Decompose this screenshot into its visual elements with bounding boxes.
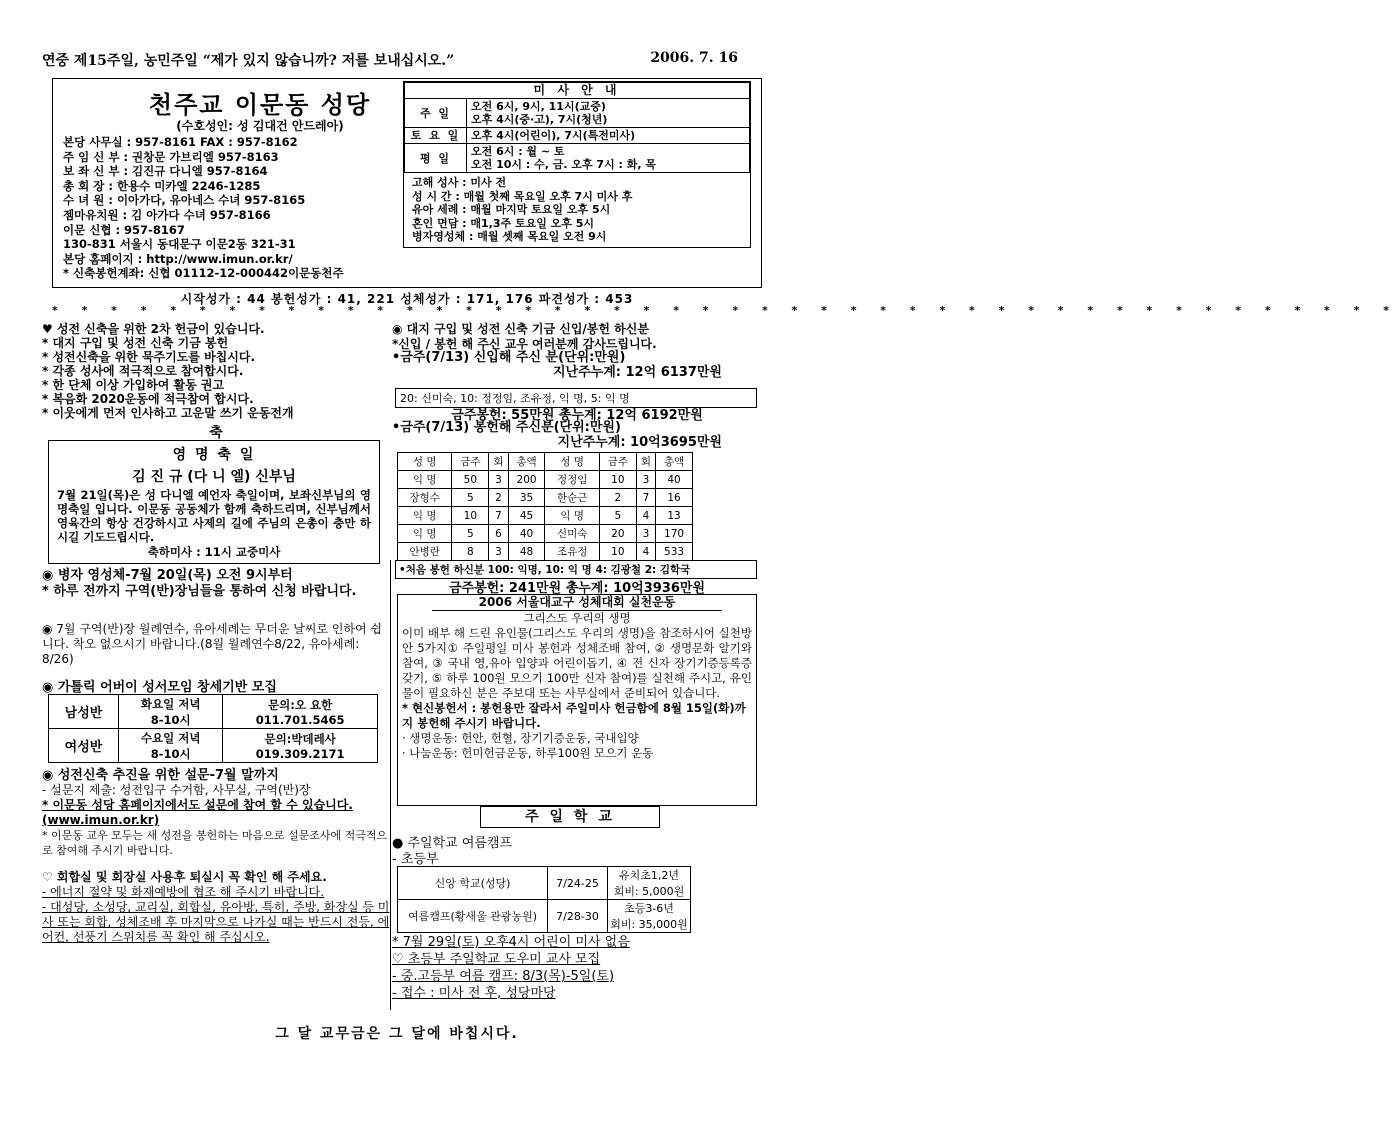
sacrament-schedule — [404, 173, 750, 247]
homepage-link[interactable]: 본당 홈페이지 : http://www.imun.or.kr/ — [63, 251, 293, 266]
hall-title: ♡ 회합실 및 회장실 사용후 퇴실시 꼭 확인 해 주세요. — [42, 870, 327, 884]
patron-saint: (수호성인: 성 김대건 안드레아) — [176, 119, 344, 133]
staff-line: 젬마유치원 : 김 아가다 수녀 957-8166 — [63, 207, 271, 222]
cell: 13 — [656, 507, 693, 525]
table-row — [398, 471, 693, 489]
col-head: 성 명 — [398, 453, 452, 471]
notice-line: * 이웃에게 먼저 인사하고 고운말 쓰기 운동전개 — [42, 406, 294, 420]
cell: 35 — [508, 489, 545, 507]
cell: 익 명 — [398, 507, 452, 525]
middle-camp: - 중.고등부 여름 캠프: 8/3(목)-5일(토) — [392, 969, 615, 984]
star-divider: * * * * * * * * * * * * * * * * * * * * * * * * * * * * * * * * * * * * * * * * * * * * * * — [52, 304, 1399, 317]
table-row — [398, 900, 691, 933]
priest-name: 김 진 규 (다 니 엘) 신부님 — [132, 469, 296, 485]
share-movement: · 나눔운동: 헌미헌금운동, 하루100원 모으기 운동 — [402, 746, 654, 760]
cell: 조유정 — [545, 543, 599, 561]
cell: 170 — [656, 525, 693, 543]
cell: 3 — [489, 471, 508, 489]
cell: 신미숙 — [545, 525, 599, 543]
mass-label: 평 일 — [405, 144, 467, 173]
cell: 3 — [636, 525, 655, 543]
cell: 익 명 — [545, 507, 599, 525]
col-head: 회 — [636, 453, 655, 471]
sacrament-line: 혼인 면담 : 매1,3주 토요일 오후 5시 — [412, 216, 595, 230]
staff-line: 주 임 신 부 : 권창문 가브리엘 957-8163 — [63, 149, 279, 164]
feast-title: 영 명 축 일 — [172, 447, 256, 463]
staff-line: 130-831 서울시 동대문구 이문2동 321-31 — [63, 237, 296, 252]
cell: 2 — [599, 489, 636, 507]
cell: 7 — [489, 507, 508, 525]
cell: 16 — [656, 489, 693, 507]
staff-line: 이문 신협 : 957-8167 — [63, 222, 185, 237]
sick-detail: * 하루 전까지 구역(반)장님들을 통하여 신청 바랍니다. — [42, 584, 357, 599]
cell: 10 — [599, 543, 636, 561]
cell: 533 — [656, 543, 693, 561]
class-phone: 019.309.2171 — [255, 746, 345, 761]
mass-time: 오후 4시(중·고), 7시(청년) — [471, 113, 608, 126]
cell: 5 — [452, 489, 489, 507]
table-row — [398, 867, 691, 900]
survey-line: - 설문지 제출: 성전입구 수거함, 사무실, 구역(반)장 — [42, 783, 311, 797]
hall-line: - 에너지 절약 및 화재예방에 협조 해 주시기 바랍니다. — [42, 885, 325, 899]
fund-donors: 20: 신미숙, 10: 정정임, 조유정, 익 명, 5: 익 명 — [395, 388, 757, 408]
cell: 5 — [452, 525, 489, 543]
cell: 4 — [636, 543, 655, 561]
staff-line: 수 녀 원 : 이아가다, 유아네스 수녀 957-8165 — [63, 193, 306, 208]
bible-class-table — [48, 694, 378, 763]
class-day: 화요일 저녁 — [140, 696, 201, 711]
offering-total: 금주봉헌: 241만원 총누계: 10억3936만원 — [448, 581, 706, 596]
camp-fee: 회비: 35,000원 — [610, 918, 688, 931]
cell: 익 명 — [398, 471, 452, 489]
fund-total: 금주봉헌: 55만원 총누계: 12억 6192만원 — [451, 408, 703, 423]
col-head: 총액 — [508, 453, 545, 471]
bulletin-date: 2006. 7. 16 — [650, 50, 738, 66]
church-title: 천주교 이문동 성당 — [148, 90, 372, 119]
notice-line: * 각종 성사에 적극적으로 참여합시다. — [42, 364, 244, 378]
teacher-recruit: ♡ 초등부 주일학교 도우미 교사 모집 — [392, 952, 601, 967]
camp-table — [397, 866, 691, 933]
column-divider — [390, 560, 391, 1010]
camp-date: 7/28-30 — [548, 900, 608, 933]
feast-message: 7월 21일(목)은 성 다니엘 예언자 축일이며, 보좌신부님의 영명축일 입니다. 이문동 공동체가 함께 축하드리며, 신부님께서 영육간의 항상 건강하시고 사제의 길에 주님의 은총이 충만 하시길 기도드립시다. — [57, 488, 371, 544]
celebration-head: 축 — [209, 425, 223, 441]
camp-registration: - 접수 : 미사 전 후, 성당마당 — [392, 986, 556, 1001]
sacrament-line: 유아 세례 : 매월 마지막 토요일 오후 5시 — [412, 203, 611, 216]
staff-line: * 신축봉헌계좌: 신협 01112-12-000442이문동천주 — [63, 266, 344, 281]
mass-time: 오전 6시, 9시, 11시(교중) — [471, 100, 606, 113]
table-row — [398, 507, 693, 525]
hall-notice — [42, 870, 390, 945]
cell: 3 — [636, 471, 655, 489]
class-phone: 011.701.5465 — [255, 712, 345, 727]
notice-line: * 한 단체 이상 가입하여 활동 권고 — [42, 378, 225, 392]
sick-title: ◉ 병자 영성체-7월 20일(목) 오전 9시부터 — [42, 568, 293, 583]
offer-notice — [392, 420, 762, 450]
first-offering: •처음 봉헌 하신분 100: 익명, 10: 익 명 4: 김광철 2: 김학국 — [395, 560, 757, 579]
cell: 한순근 — [545, 489, 599, 507]
notice-line: * 대지 구입 및 성전 신축 기금 봉헌 — [42, 336, 229, 350]
cell: 7 — [636, 489, 655, 507]
eucharist-congress-box — [397, 594, 757, 806]
kids-mass-note: * 7월 29일(토) 오후4시 어린이 미사 없음 — [392, 935, 630, 950]
camp-date: 7/24-25 — [548, 867, 608, 900]
sacrament-line: 병자영성체 : 매월 셋째 목요일 오전 9시 — [412, 230, 607, 243]
col-head: 성 명 — [545, 453, 599, 471]
mass-label: 토 요 일 — [405, 128, 467, 144]
camp-name: 여름캠프(황새울 관광농원) — [398, 900, 548, 933]
camp-who: 초등3-6년 — [624, 902, 674, 915]
col-head: 회 — [489, 453, 508, 471]
camp-fee: 회비: 5,000원 — [613, 885, 685, 898]
cell: 48 — [508, 543, 545, 561]
sacrament-line: 성 시 간 : 매월 첫째 목요일 오후 7시 미사 후 — [412, 189, 633, 203]
hymn-numbers: 시작성가 : 44 봉헌성가 : 41, 221 성체성가 : 171, 176 파견성가 : 453 — [180, 292, 634, 306]
cell: 40 — [508, 525, 545, 543]
staff-line: 총 회 장 : 한용수 미카엘 2246-1285 — [63, 178, 261, 193]
col-head: 금주 — [452, 453, 489, 471]
cell: 45 — [508, 507, 545, 525]
bulletin-top-line — [42, 50, 752, 72]
survey-notice — [42, 768, 390, 858]
table-row — [398, 543, 693, 561]
feast-mass: 축하미사 : 11시 교중미사 — [147, 545, 281, 559]
cell: 10 — [599, 471, 636, 489]
congress-body: 이미 배부 해 드린 유인물(그리스도 우리의 생명)을 참조하시어 실천방안 5가지① 주일평일 미사 봉헌과 성체조배 참여, ② 생명문화 알기와 참여, ③ 국내 영,유아 입양과 어린이돕기, ④ 전 신자 장기기증등록증 갖기, ⑤ 하루 100원 모으기 100만 신자 참여)를 실천해 주시고, 유인물이 필요하신 분은 주보대 또는 사무실에서 준비되어 있습니다. — [402, 626, 752, 700]
class-contact: 문의:오 요한 — [268, 697, 333, 712]
staff-directory — [63, 135, 415, 281]
fund-line: •금주(7/13) 신입해 주신 분(단위:만원) — [392, 350, 626, 365]
class-day: 수요일 저녁 — [140, 730, 201, 745]
header-box — [52, 78, 762, 288]
staff-line: 본당 사무실 : 957-8161 FAX : 957-8162 — [63, 135, 298, 149]
sick-communion — [42, 568, 390, 600]
sacrament-line: 고해 성사 : 미사 전 — [412, 176, 507, 189]
sunday-school-notices — [392, 934, 762, 1002]
notice-line: * 성전신축을 위한 묵주기도를 바칩시다. — [42, 350, 256, 364]
cell: 장형수 — [398, 489, 452, 507]
notice-line: ♥ 성전 신축을 위한 2차 헌금이 있습니다. — [42, 322, 265, 336]
sunday-school-title: 주 일 학 교 — [480, 806, 660, 828]
survey-line: * 이문동 교우 모두는 새 성전을 봉헌하는 마음으로 설문조사에 적극적으로 참여해 주시기 바랍니다. — [42, 829, 388, 857]
offering-table — [397, 452, 693, 561]
mass-title: 미 사 안 내 — [405, 83, 750, 99]
bible-class-title: ◉ 가톨릭 어버이 성서모임 창세기반 모집 — [42, 680, 277, 695]
cell: 50 — [452, 471, 489, 489]
congress-title: 2006 서울대교구 성체대회 실천운동 — [432, 595, 722, 611]
sunday-theme: 연중 제15주일, 농민주일 “제가 있지 않습니까? 저를 보내십시오.” — [42, 53, 455, 69]
class-group: 남성반 — [49, 695, 119, 729]
congress-subtitle: 그리스도 우리의 생명 — [523, 611, 631, 625]
class-contact: 문의:박데레사 — [264, 731, 336, 746]
cell: 40 — [656, 471, 693, 489]
elementary-title: - 초등부 — [392, 852, 439, 867]
mass-schedule — [403, 81, 751, 248]
table-row — [398, 489, 693, 507]
cell: 익 명 — [398, 525, 452, 543]
staff-line: 보 좌 신 부 : 김진규 다니엘 957-8164 — [63, 164, 268, 179]
class-time: 8-10시 — [150, 746, 191, 761]
class-group: 여성반 — [49, 729, 119, 763]
mass-time: 오후 4시(어린이), 7시(특전미사) — [467, 128, 750, 144]
col-head: 총액 — [656, 453, 693, 471]
table-header-row — [398, 453, 693, 471]
table-row — [398, 525, 693, 543]
cell: 안병란 — [398, 543, 452, 561]
cell: 20 — [599, 525, 636, 543]
life-movement: · 생명운동: 헌안, 헌혈, 장기기증운동, 국내입양 — [402, 731, 639, 745]
footer-message: 그 달 교무금은 그 달에 바칩시다. — [275, 1026, 519, 1042]
cell: 10 — [452, 507, 489, 525]
cell: 6 — [489, 525, 508, 543]
fund-title: ◉ 대지 구입 및 성전 신축 기금 신입/봉헌 하신분 — [392, 322, 649, 336]
camp-name: 신앙 학교(성당) — [398, 867, 548, 900]
mass-time: 오전 6시 : 월 ~ 토 — [471, 145, 565, 158]
cell: 4 — [636, 507, 655, 525]
feast-day-box — [48, 440, 380, 564]
cell: 8 — [452, 543, 489, 561]
notice-line: * 복음화 2020운동에 적극참여 합시다. — [42, 392, 254, 406]
fund-line: *신입 / 봉헌 해 주신 교우 여러분께 감사드립니다. — [392, 336, 657, 351]
construction-notice — [42, 322, 390, 420]
offer-cumulative: 지난주누계: 10억3695만원 — [557, 435, 722, 450]
class-time: 8-10시 — [150, 712, 191, 727]
fund-notice — [392, 322, 762, 380]
mass-time: 오전 10시 : 수, 금. 오후 7시 : 화, 목 — [471, 158, 657, 171]
july-notice: ◉ 7월 구역(반)장 월례연수, 유아세례는 무더운 날씨로 인하여 쉽니다. 착오 없으시기 바랍니다.(8월 월례연수8/22, 유아세례: 8/26) — [42, 622, 383, 666]
survey-title: ◉ 성전신축 추진을 위한 설문-7월 말까지 — [42, 768, 279, 783]
cell: 정정임 — [545, 471, 599, 489]
summer-camp-title: ● 주일학교 여름캠프 — [392, 836, 513, 851]
col-head: 금주 — [599, 453, 636, 471]
survey-web: * 이문동 성당 홈페이지에서도 설문에 참여 할 수 있습니다.(www.imun.or.kr) — [42, 798, 353, 827]
hall-line: - 대성당, 소성당, 교리실, 회합실, 유아방, 특히, 주방, 화장실 등 미사 또는 회합, 성체조배 후 마지막으로 나가실 때는 반드시 전등, 에어컨, 선풍기 스위치를 꼭 확인 해 주십시오. — [42, 900, 390, 944]
cell: 5 — [599, 507, 636, 525]
cell: 2 — [489, 489, 508, 507]
cell: 200 — [508, 471, 545, 489]
mass-label: 주 일 — [405, 99, 467, 128]
offer-title: •금주(7/13) 봉헌해 주신분(단위:만원) — [392, 420, 621, 435]
cell: 3 — [489, 543, 508, 561]
camp-who: 유치초1,2년 — [619, 869, 679, 882]
fund-cumulative: 지난주누계: 12억 6137만원 — [553, 364, 722, 380]
congress-cash: * 현신봉헌서 : 봉헌용만 잘라서 주일미사 헌금함에 8월 15일(화)까지 봉헌해 주시기 바랍니다. — [402, 701, 746, 730]
